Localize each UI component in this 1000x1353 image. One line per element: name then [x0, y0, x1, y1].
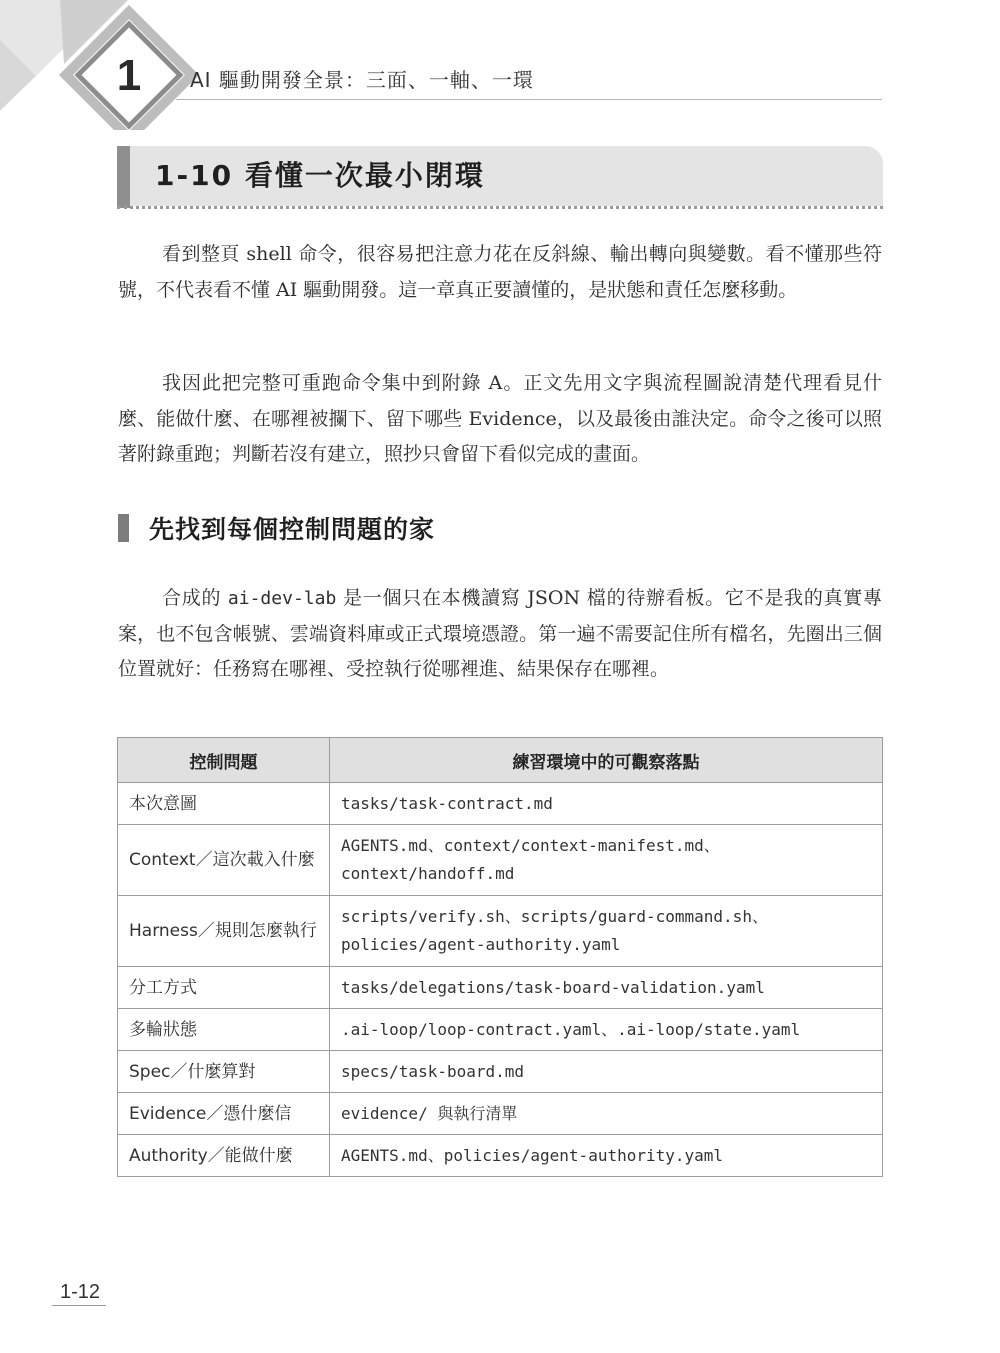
control-question-cell: Authority／能做什麼	[118, 1135, 330, 1177]
section-dotted-divider	[117, 206, 883, 209]
paragraph-1: 看到整頁 shell 命令，很容易把注意力花在反斜線、輸出轉向與變數。看不懂那些符號，不代表看不懂 AI 驅動開發。這一章真正要讀懂的，是狀態和責任怎麼移動。	[118, 243, 882, 301]
location-cell: AGENTS.md、policies/agent-authority.yaml	[330, 1135, 883, 1177]
subsection-title: 先找到每個控制問題的家	[149, 515, 436, 544]
location-cell: AGENTS.md、context/context-manifest.md、context/handoff.md	[330, 825, 883, 896]
control-question-cell: 分工方式	[118, 967, 330, 1009]
table-row	[118, 896, 883, 967]
subsection-heading	[118, 512, 435, 548]
table-row	[118, 1093, 883, 1135]
control-question-cell: Harness／規則怎麼執行	[118, 896, 330, 967]
table-row	[118, 967, 883, 1009]
inline-code-project: ai-dev-lab	[227, 588, 337, 609]
table-row	[118, 1009, 883, 1051]
location-cell: evidence/ 與執行清單	[330, 1093, 883, 1135]
header-divider	[176, 99, 882, 100]
control-questions-table	[117, 737, 883, 1177]
control-question-cell: Spec／什麼算對	[118, 1051, 330, 1093]
footer-divider	[52, 1305, 106, 1306]
control-question-cell: 本次意圖	[118, 783, 330, 825]
section-accent-bar	[117, 146, 130, 208]
location-cell: .ai-loop/loop-contract.yaml、.ai-loop/state.yaml	[330, 1009, 883, 1051]
chapter-title: AI 驅動開發全景：三面、一軸、一環	[190, 68, 534, 92]
table-header-row	[118, 738, 883, 783]
location-cell: scripts/verify.sh、scripts/guard-command.sh、policies/agent-authority.yaml	[330, 896, 883, 967]
column-header-location: 練習環境中的可觀察落點	[330, 738, 883, 783]
section-title: 1-10 看懂一次最小閉環	[155, 159, 485, 192]
page-number: 1-12	[60, 1281, 101, 1303]
paragraph-3-rest: 是一個只在本機讀寫 JSON 檔的待辦看板。它不是我的真實專案，也不包含帳號、雲端資料庫或正式環境憑證。第一遍不需要記住所有檔名，先圈出三個位置就好：任務寫在哪裡、受控執行從哪裡進、結果保存在哪裡。	[118, 587, 882, 680]
control-question-cell: Context／這次載入什麼	[118, 825, 330, 896]
paragraph-3	[118, 581, 882, 688]
table-row	[118, 825, 883, 896]
location-cell: specs/task-board.md	[330, 1051, 883, 1093]
location-cell: tasks/task-contract.md	[330, 783, 883, 825]
section-banner	[117, 146, 883, 206]
chapter-number: 1	[116, 51, 142, 100]
chapter-diamond-decoration	[0, 0, 200, 130]
control-question-cell: Evidence／憑什麼信	[118, 1093, 330, 1135]
table-row	[118, 1135, 883, 1177]
location-cell: tasks/delegations/task-board-validation.yaml	[330, 967, 883, 1009]
control-question-cell: 多輪狀態	[118, 1009, 330, 1051]
subsection-accent-bar	[118, 514, 129, 542]
table-row	[118, 783, 883, 825]
table-row	[118, 1051, 883, 1093]
paragraph-3-lead: 合成的	[162, 587, 228, 609]
column-header-question: 控制問題	[118, 738, 330, 783]
paragraph-2: 我因此把完整可重跑命令集中到附錄 A。正文先用文字與流程圖說清楚代理看見什麼、能做什麼、在哪裡被攔下、留下哪些 Evidence，以及最後由誰決定。命令之後可以照著附錄重跑；判斷若沒有建立，照抄只會留下看似完成的畫面。	[118, 372, 882, 465]
